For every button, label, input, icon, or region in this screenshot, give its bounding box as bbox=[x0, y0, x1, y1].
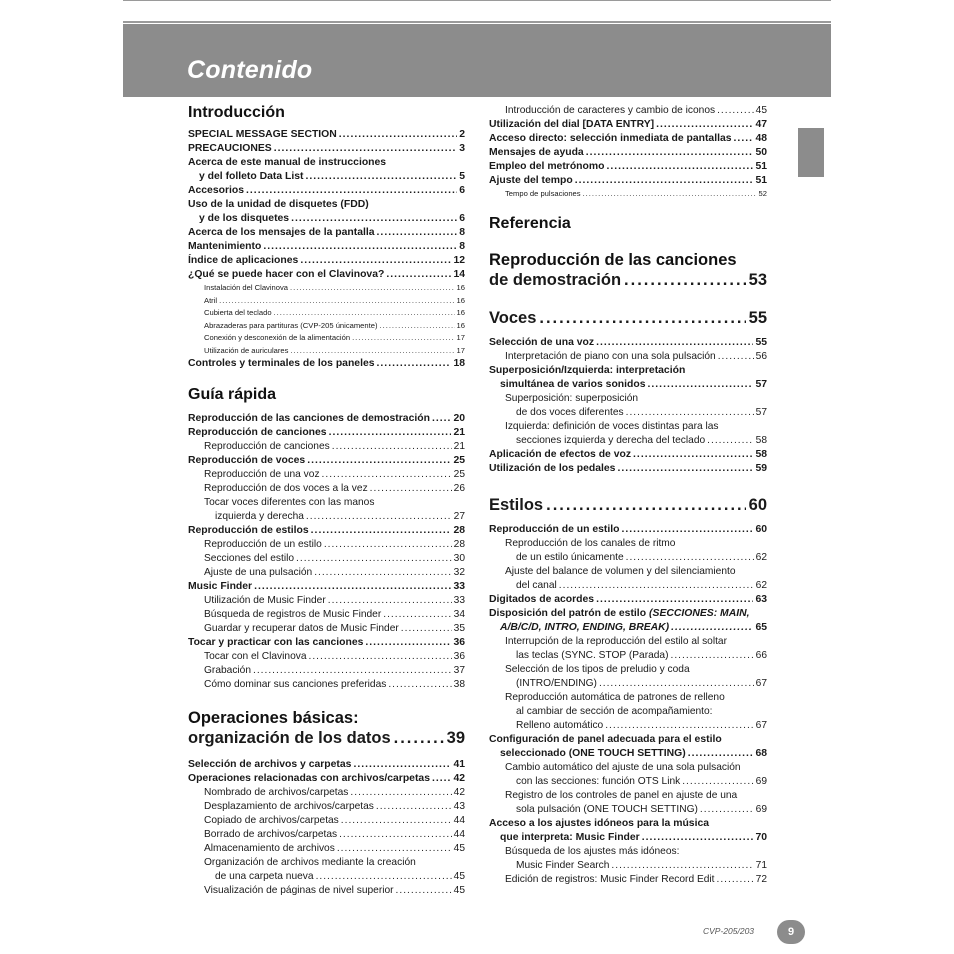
toc-right-column bbox=[489, 104, 767, 887]
toc-entry-continuation[interactable]: A/B/C/D, INTRO, ENDING, BREAK) ..... 65 bbox=[489, 621, 767, 635]
section-tab-marker bbox=[798, 128, 824, 177]
toc-subentry[interactable]: Búsqueda de los ajustes más idóneos: bbox=[505, 845, 680, 857]
toc-subentry[interactable]: Abrazaderas para partituras (CVP-205 únicamente) ..... 16 bbox=[188, 320, 465, 333]
toc-subentry-continuation[interactable]: del canal ..... 62 bbox=[489, 579, 767, 593]
toc-subentry[interactable]: Interpretación de piano con una sola pulsación ..... 56 bbox=[489, 350, 767, 364]
toc-subentry[interactable]: Reproducción automática de patrones de relleno bbox=[505, 691, 725, 703]
toc-entry[interactable]: SPECIAL MESSAGE SECTION ..... 2 bbox=[188, 128, 465, 142]
toc-subentry[interactable]: Cubierta del teclado ..... 16 bbox=[188, 307, 465, 320]
toc-entry[interactable]: Operaciones relacionadas con archivos/carpetas ..... 42 bbox=[188, 772, 465, 786]
toc-subentry[interactable]: Conexión y desconexión de la alimentación ..... 17 bbox=[188, 332, 465, 345]
toc-subentry[interactable]: Superposición: superposición bbox=[505, 392, 639, 404]
toc-subentry[interactable]: Grabación ..... 37 bbox=[188, 664, 465, 678]
toc-entry[interactable]: Reproducción de un estilo ..... 60 bbox=[489, 523, 767, 537]
toc-entry[interactable]: Acerca de este manual de instrucciones bbox=[188, 157, 387, 168]
toc-subentry[interactable]: Búsqueda de registros de Music Finder ..... 34 bbox=[188, 608, 465, 622]
toc-entry[interactable]: Tocar y practicar con las canciones ..... 36 bbox=[188, 636, 465, 650]
section-heading-demo-1: Reproducción de las canciones bbox=[489, 250, 737, 269]
toc-subentry-continuation[interactable]: Relleno automático ..... 67 bbox=[489, 719, 767, 733]
toc-subentry[interactable]: Guardar y recuperar datos de Music Finder ..... 35 bbox=[188, 622, 465, 636]
section-heading-voces[interactable]: Voces ..... 55 bbox=[489, 308, 767, 328]
section-heading-introduccion: Introducción bbox=[188, 104, 285, 121]
toc-subentry[interactable]: Utilización de Music Finder ..... 33 bbox=[188, 594, 465, 608]
toc-entry[interactable]: Disposición del patrón de estilo (SECCIONES: MAIN, bbox=[489, 607, 750, 619]
toc-entry[interactable]: Empleo del metrónomo ..... 51 bbox=[489, 160, 767, 174]
section-heading-guia-rapida: Guía rápida bbox=[188, 386, 277, 403]
toc-entry[interactable]: Reproducción de estilos ..... 28 bbox=[188, 524, 465, 538]
toc-subentry-continuation[interactable]: Music Finder Search ..... 71 bbox=[489, 859, 767, 873]
toc-entry[interactable]: Acceso directo: selección inmediata de pantallas ..... 48 bbox=[489, 132, 767, 146]
toc-subentry[interactable]: Selección de los tipos de preludio y coda bbox=[505, 663, 690, 675]
toc-subentry[interactable]: Registro de los controles de panel en ajuste de una bbox=[505, 789, 738, 801]
toc-subentry[interactable]: Nombrado de archivos/carpetas ..... 42 bbox=[188, 786, 465, 800]
toc-subentry-continuation[interactable]: de un estilo únicamente ..... 62 bbox=[489, 551, 767, 565]
header-band-rule bbox=[123, 21, 831, 23]
toc-subentry[interactable]: Reproducción de los canales de ritmo bbox=[505, 537, 676, 549]
toc-subentry[interactable]: Ajuste del balance de volumen y del silenciamiento bbox=[505, 565, 736, 577]
section-heading-estilos[interactable]: Estilos ..... 60 bbox=[489, 495, 767, 515]
toc-subentry[interactable]: Reproducción de un estilo ..... 28 bbox=[188, 538, 465, 552]
toc-entry[interactable]: Reproducción de voces ..... 25 bbox=[188, 454, 465, 468]
toc-entry[interactable]: Music Finder ..... 33 bbox=[188, 580, 465, 594]
page-header bbox=[123, 24, 831, 97]
toc-entry[interactable]: Mantenimiento ..... 8 bbox=[188, 240, 465, 254]
toc-entry[interactable]: Uso de la unidad de disquetes (FDD) bbox=[188, 199, 369, 210]
header-top-rule bbox=[123, 0, 831, 1]
toc-subentry-continuation[interactable]: las teclas (SYNC. STOP (Parada) ..... 66 bbox=[489, 649, 767, 663]
toc-subentry[interactable]: Atril ..... 16 bbox=[188, 295, 465, 308]
toc-entry[interactable]: Digitados de acordes ..... 63 bbox=[489, 593, 767, 607]
toc-subentry[interactable]: Reproducción de dos voces a la vez ..... 26 bbox=[188, 482, 465, 496]
toc-entry[interactable]: Acceso a los ajustes idóneos para la música bbox=[489, 817, 710, 829]
toc-entry[interactable]: Utilización de los pedales ..... 59 bbox=[489, 462, 767, 476]
toc-subentry-continuation[interactable]: con las secciones: función OTS Link ..... 69 bbox=[489, 775, 767, 789]
toc-subentry[interactable]: Copiado de archivos/carpetas ..... 44 bbox=[188, 814, 465, 828]
toc-subentry[interactable]: Introducción de caracteres y cambio de iconos ..... 45 bbox=[489, 104, 767, 118]
page-number-badge: 9 bbox=[777, 920, 805, 944]
toc-subentry[interactable]: Almacenamiento de archivos ..... 45 bbox=[188, 842, 465, 856]
toc-subentry[interactable]: Cómo dominar sus canciones preferidas ..... 38 bbox=[188, 678, 465, 692]
toc-subentry-continuation[interactable]: izquierda y derecha ..... 27 bbox=[188, 510, 465, 524]
toc-entry[interactable]: Aplicación de efectos de voz ..... 58 bbox=[489, 448, 767, 462]
toc-subentry[interactable]: Reproducción de canciones ..... 21 bbox=[188, 440, 465, 454]
toc-entry[interactable]: Controles y terminales de los paneles ..... 18 bbox=[188, 357, 465, 371]
toc-subentry-continuation[interactable]: secciones izquierda y derecha del teclado ..... 58 bbox=[489, 434, 767, 448]
toc-entry[interactable]: Utilización del dial [DATA ENTRY] ..... 47 bbox=[489, 118, 767, 132]
toc-subentry-continuation[interactable]: sola pulsación (ONE TOUCH SETTING) ..... 69 bbox=[489, 803, 767, 817]
footer-model: CVP-205/203 bbox=[703, 926, 755, 936]
toc-subentry-continuation[interactable]: al cambiar de sección de acompañamiento: bbox=[516, 705, 713, 717]
section-heading-demo-2[interactable]: de demostración ..... 53 bbox=[489, 270, 767, 290]
toc-entry[interactable]: Mensajes de ayuda ..... 50 bbox=[489, 146, 767, 160]
toc-subentry[interactable]: Reproducción de una voz ..... 25 bbox=[188, 468, 465, 482]
toc-subentry[interactable]: Edición de registros: Music Finder Record Edit ..... 72 bbox=[489, 873, 767, 887]
toc-subentry-continuation[interactable]: (INTRO/ENDING) ..... 67 bbox=[489, 677, 767, 691]
toc-entry-continuation[interactable]: y del folleto Data List ..... 5 bbox=[188, 170, 465, 184]
section-heading-referencia: Referencia bbox=[489, 214, 571, 232]
toc-subentry[interactable]: Utilización de auriculares ..... 17 bbox=[188, 345, 465, 358]
toc-subentry[interactable]: Izquierda: definición de voces distintas para las bbox=[505, 420, 719, 432]
toc-subentry-continuation[interactable]: de dos voces diferentes ..... 57 bbox=[489, 406, 767, 420]
toc-entry[interactable]: Ajuste del tempo ..... 51 bbox=[489, 174, 767, 188]
toc-subentry[interactable]: Tocar con el Clavinova ..... 36 bbox=[188, 650, 465, 664]
toc-entry[interactable]: Selección de archivos y carpetas ..... 41 bbox=[188, 758, 465, 772]
toc-subentry[interactable]: Tempo de pulsaciones ..... 52 bbox=[489, 188, 767, 201]
toc-subentry[interactable]: Organización de archivos mediante la creación bbox=[204, 857, 416, 868]
toc-entry-continuation[interactable]: simultánea de varios sonidos ..... 57 bbox=[489, 378, 767, 392]
toc-entry[interactable]: Selección de una voz ..... 55 bbox=[489, 336, 767, 350]
toc-entry[interactable]: Configuración de panel adecuada para el estilo bbox=[489, 733, 722, 745]
toc-subentry[interactable]: Instalación del Clavinova ..... 16 bbox=[188, 282, 465, 295]
toc-subentry[interactable]: Tocar voces diferentes con las manos bbox=[204, 497, 375, 508]
toc-entry-continuation[interactable]: seleccionado (ONE TOUCH SETTING) ..... 68 bbox=[489, 747, 767, 761]
toc-entry[interactable]: ¿Qué se puede hacer con el Clavinova? ..... 14 bbox=[188, 268, 465, 282]
toc-entry[interactable]: Reproducción de canciones ..... 21 bbox=[188, 426, 465, 440]
section-heading-operaciones-2[interactable]: organización de los datos ..... 39 bbox=[188, 728, 465, 748]
toc-subentry[interactable]: Interrupción de la reproducción del estilo al soltar bbox=[505, 635, 727, 647]
page-title: Contenido bbox=[187, 56, 313, 84]
toc-subentry[interactable]: Secciones del estilo ..... 30 bbox=[188, 552, 465, 566]
toc-entry[interactable]: PRECAUCIONES ..... 3 bbox=[188, 142, 465, 156]
section-heading-operaciones-1: Operaciones básicas: bbox=[188, 709, 359, 727]
toc-entry[interactable]: Accesorios ..... 6 bbox=[188, 184, 465, 198]
toc-entry[interactable]: Índice de aplicaciones ..... 12 bbox=[188, 254, 465, 268]
toc-entry[interactable]: Reproducción de las canciones de demostración ..... 20 bbox=[188, 412, 465, 426]
toc-entry[interactable]: Acerca de los mensajes de la pantalla ..... 8 bbox=[188, 226, 465, 240]
toc-entry-continuation[interactable]: que interpreta: Music Finder ..... 70 bbox=[489, 831, 767, 845]
toc-entry-continuation[interactable]: y de los disquetes ..... 6 bbox=[188, 212, 465, 226]
toc-subentry[interactable]: Desplazamiento de archivos/carpetas ..... 43 bbox=[188, 800, 465, 814]
toc-subentry[interactable]: Borrado de archivos/carpetas ..... 44 bbox=[188, 828, 465, 842]
toc-subentry[interactable]: Ajuste de una pulsación ..... 32 bbox=[188, 566, 465, 580]
toc-subentry[interactable]: Visualización de páginas de nivel superior ..... 45 bbox=[188, 884, 465, 898]
toc-entry[interactable]: Superposición/Izquierda: interpretación bbox=[489, 364, 686, 376]
toc-left-column bbox=[188, 104, 465, 898]
toc-subentry[interactable]: Cambio automático del ajuste de una sola pulsación bbox=[505, 761, 741, 773]
toc-subentry-continuation[interactable]: de una carpeta nueva ..... 45 bbox=[188, 870, 465, 884]
